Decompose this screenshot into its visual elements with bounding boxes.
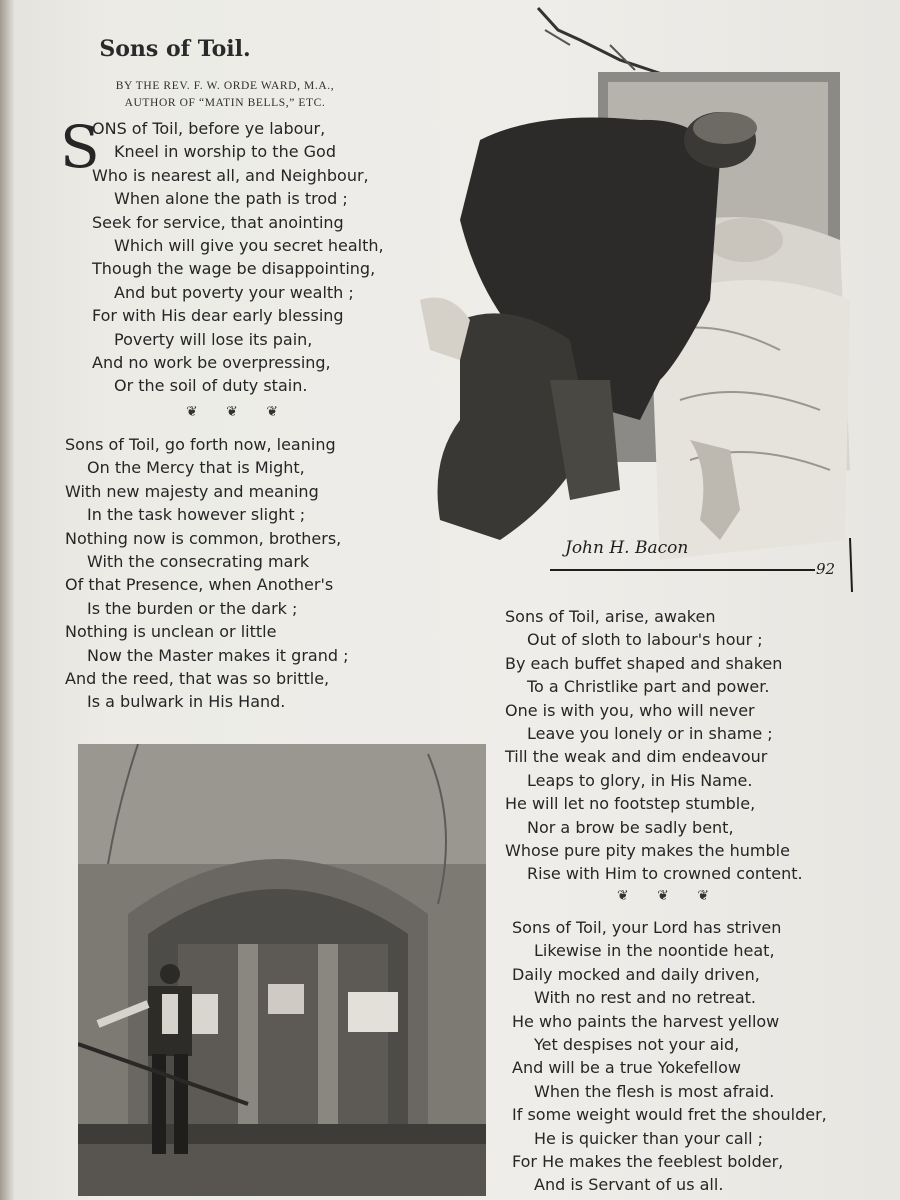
poem-line: Rise with Him to crowned content. bbox=[527, 864, 803, 884]
poem-line: Nothing now is common, brothers, bbox=[65, 528, 342, 548]
kiln-photo-scene bbox=[78, 744, 486, 1196]
poem-line: And no work be overpressing, bbox=[92, 353, 331, 373]
poem-line: Now the Master makes it grand ; bbox=[87, 645, 349, 665]
poem-line: For He makes the feeblest bolder, bbox=[512, 1152, 784, 1172]
poem-line: When alone the path is trod ; bbox=[114, 189, 348, 209]
byline-credit: AUTHOR OF “MATIN BELLS,” ETC. bbox=[124, 97, 326, 109]
poem-line: And the reed, that was so brittle, bbox=[65, 669, 330, 689]
poem-line: By each buffet shaped and shaken bbox=[505, 653, 783, 673]
stanza-2 bbox=[65, 433, 348, 714]
ornament-divider: ❦ ❦ ❦ bbox=[617, 888, 722, 904]
poem-line: And will be a true Yokefellow bbox=[512, 1058, 741, 1078]
poem-line: He will let no footstep stumble, bbox=[505, 794, 756, 814]
drop-cap: S bbox=[60, 113, 100, 181]
poem-line: Whose pure pity makes the humble bbox=[505, 841, 790, 861]
poem-line: In the task however slight ; bbox=[87, 505, 306, 525]
poem-line: On the Mercy that is Might, bbox=[87, 458, 305, 478]
sickbed-drawing bbox=[420, 0, 880, 600]
illustrator-signature: John H. Bacon bbox=[565, 538, 689, 558]
kiln-photograph bbox=[78, 744, 486, 1196]
poem-line: Leaps to glory, in His Name. bbox=[527, 770, 753, 790]
poem-line: Is the burden or the dark ; bbox=[87, 598, 298, 618]
poem-line: If some weight would fret the shoulder, bbox=[512, 1105, 827, 1125]
poem-line: Leave you lonely or in shame ; bbox=[527, 724, 773, 744]
poem-line: To a Christlike part and power. bbox=[527, 677, 770, 697]
poem-line: Which will give you secret health, bbox=[114, 236, 384, 256]
poem-line: Till the weak and dim endeavour bbox=[505, 747, 768, 767]
poem-line: Of that Presence, when Another's bbox=[65, 575, 334, 595]
poem-line: Though the wage be disappointing, bbox=[92, 259, 376, 279]
stanza-4 bbox=[512, 916, 827, 1197]
poem-line: ONS of Toil, before ye labour, bbox=[92, 119, 326, 138]
poem-line: Kneel in worship to the God bbox=[114, 142, 336, 162]
stanza-1 bbox=[92, 117, 384, 398]
poem-line: Yet despises not your aid, bbox=[534, 1035, 740, 1055]
poem-line: And but poverty your wealth ; bbox=[114, 282, 354, 302]
poem-line: Sons of Toil, go forth now, leaning bbox=[65, 435, 336, 454]
poem-line: Seek for service, that anointing bbox=[92, 212, 344, 232]
poem-line: And is Servant of us all. bbox=[534, 1175, 724, 1195]
poem-line: For with His dear early blessing bbox=[92, 306, 344, 326]
poem-line: Or the soil of duty stain. bbox=[114, 376, 308, 396]
poem-line: Poverty will lose its pain, bbox=[114, 329, 313, 349]
illustration-year: 92 bbox=[816, 560, 836, 578]
poem-line: Likewise in the noontide heat, bbox=[534, 941, 775, 961]
poem-title: Sons of Toil. bbox=[99, 36, 251, 62]
poem-line: Nor a brow be sadly bent, bbox=[527, 817, 734, 837]
poem-line: Nothing is unclean or little bbox=[65, 622, 277, 642]
poem-line: Sons of Toil, your Lord has striven bbox=[512, 918, 782, 937]
poem-line: Is a bulwark in His Hand. bbox=[87, 692, 286, 712]
poem-byline bbox=[55, 78, 395, 112]
byline-author: BY THE REV. F. W. ORDE WARD, M.A., bbox=[115, 80, 335, 92]
book-spine-edge bbox=[0, 0, 14, 1200]
sickbed-illustration bbox=[420, 0, 880, 600]
poem-line: One is with you, who will never bbox=[505, 700, 755, 720]
poem-line: Sons of Toil, arise, awaken bbox=[505, 607, 716, 626]
poem-line: When the flesh is most afraid. bbox=[534, 1081, 775, 1101]
poem-line: Out of sloth to labour's hour ; bbox=[527, 630, 763, 650]
stanza-3 bbox=[505, 605, 803, 886]
ornament-divider: ❦ ❦ ❦ bbox=[186, 404, 291, 420]
poem-line: Daily mocked and daily driven, bbox=[512, 964, 760, 984]
poem-line: With new majesty and meaning bbox=[65, 481, 319, 501]
poem-line: He is quicker than your call ; bbox=[534, 1128, 764, 1148]
poem-line: With the consecrating mark bbox=[87, 552, 310, 572]
poem-line: Who is nearest all, and Neighbour, bbox=[92, 165, 369, 185]
poem-line: With no rest and no retreat. bbox=[534, 988, 756, 1008]
poem-line: He who paints the harvest yellow bbox=[512, 1011, 780, 1031]
